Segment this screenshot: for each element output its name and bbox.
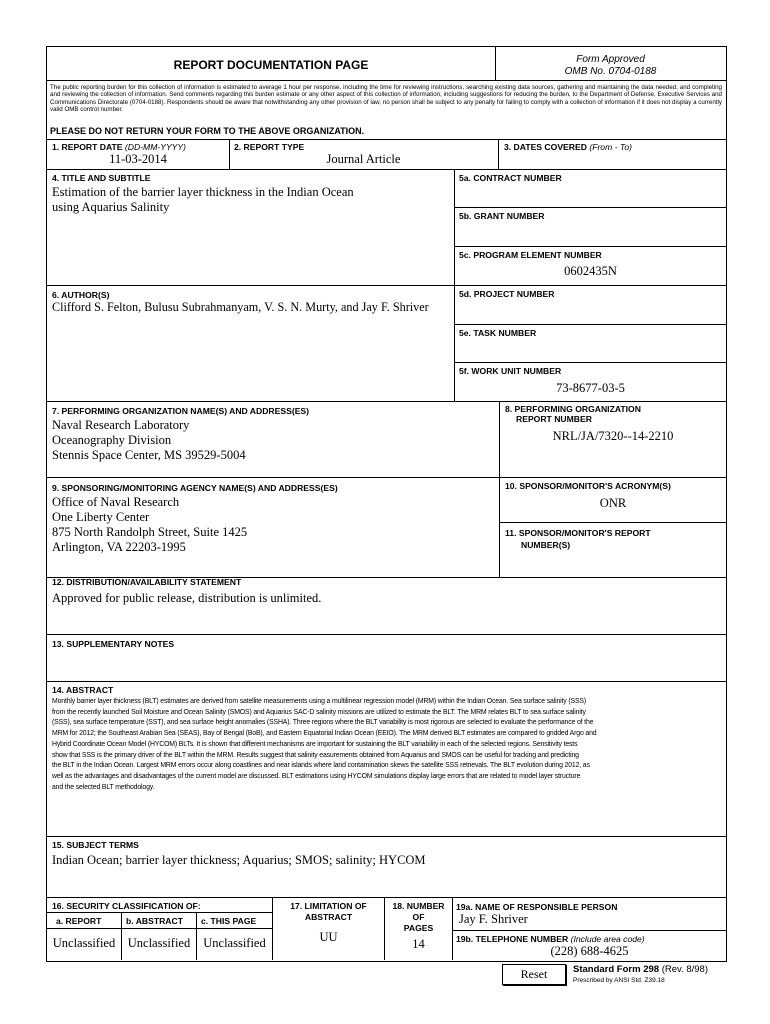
pages-label: 18. NUMBER xyxy=(392,901,445,911)
limitation-field[interactable]: UU xyxy=(319,930,338,944)
security-page-label: c. THIS PAGE xyxy=(201,916,257,926)
task-number-label: 5e. TASK NUMBER xyxy=(459,328,537,338)
subject-terms-label: 15. SUBJECT TERMS xyxy=(52,840,139,850)
burden-statement: The public reporting burden for this collection of information is estimated to average 1 hour per response, including the time for reviewing instructions, searching existing data sources, gathering and maintaining the data needed, and completing and reviewing the collection of information. Send comments regarding this burden estimate or any other aspect of this collection of information, including suggestions for reducing the burden, to the Department of Defense, Executive Services and Communications Directorate (0704-0188). Respondents should be aware that notwithstanding any other provision of law, no person shall be subject to any penalty for failing to comply with a collection of information if it does not display a currently valid OMB control number. xyxy=(50,84,722,114)
performing-report-label-2: REPORT NUMBER xyxy=(516,414,592,424)
abstract-line: Hybrid Coordinate Ocean Model (HYCOM) BLTs. It is shown that different mechanisms are important for sustaining the BLT variability in each of the selected regions. Sensitivity tests xyxy=(52,740,578,748)
sponsor-acronym-field[interactable]: ONR xyxy=(599,496,627,510)
address-line: Naval Research Laboratory xyxy=(52,418,190,432)
standard-form-name: Standard Form 298 xyxy=(573,964,660,975)
dates-covered-label: 3. DATES COVERED (From - To) xyxy=(504,142,632,152)
page-title: REPORT DOCUMENTATION PAGE xyxy=(173,58,369,72)
address-line: Oceanography Division xyxy=(52,433,172,447)
standard-form-rev: (Rev. 8/98) xyxy=(661,964,708,975)
authors-field[interactable]: Clifford S. Felton, Bulusu Subrahmanyam, V. S. N. Murty, and Jay F. Shriver xyxy=(52,300,429,314)
security-report-field[interactable]: Unclassified xyxy=(52,936,116,950)
header-bottom-rule xyxy=(46,80,726,81)
abstract-line: well as the advantages and disadvantages of the current model are discussed. BLT estimations using HYCOM simulations display large errors that are related to model layer structure xyxy=(52,772,581,780)
authors-label: 6. AUTHOR(S) xyxy=(52,290,110,300)
abstract-line: MRM for 2012; the Southeast Arabian Sea (SEAS), Bay of Bengal (BoB), and Eastern Equatorial Indian Ocean (EEIO). The MRM derived BLT estimates are compared to gridded Argo and xyxy=(52,730,597,738)
performing-report-field[interactable]: NRL/JA/7320--14-2210 xyxy=(552,429,674,443)
project-number-label: 5d. PROJECT NUMBER xyxy=(459,289,555,299)
pages-field[interactable]: 14 xyxy=(412,937,425,951)
security-report-label: a. REPORT xyxy=(56,916,102,926)
prescribed-note: Prescribed by ANSI Std. Z39.18 xyxy=(573,977,665,984)
address-line: One Liberty Center xyxy=(52,510,150,524)
pages-label-3: PAGES xyxy=(403,923,434,933)
subject-terms-field[interactable]: Indian Ocean; barrier layer thickness; Aquarius; SMOS; salinity; HYCOM xyxy=(52,853,426,867)
security-page-field[interactable]: Unclassified xyxy=(203,936,266,950)
work-unit-field[interactable]: 73-8677-03-5 xyxy=(556,381,625,395)
abstract-label: 14. ABSTRACT xyxy=(52,685,114,695)
distribution-label: 12. DISTRIBUTION/AVAILABILITY STATEMENT xyxy=(52,577,242,587)
grant-number-label: 5b. GRANT NUMBER xyxy=(459,211,545,221)
program-element-field[interactable]: 0602435N xyxy=(564,264,617,278)
security-abstract-field[interactable]: Unclassified xyxy=(127,936,191,950)
sponsoring-agency-label: 9. SPONSORING/MONITORING AGENCY NAME(S) AND ADDRESS(ES) xyxy=(52,483,338,493)
sponsor-report-label: 11. SPONSOR/MONITOR'S REPORT xyxy=(505,528,651,538)
program-element-label: 5c. PROGRAM ELEMENT NUMBER xyxy=(459,250,602,260)
responsible-person-label: 19a. NAME OF RESPONSIBLE PERSON xyxy=(456,902,618,912)
form-approved: Form Approved xyxy=(576,54,645,65)
report-type-field[interactable]: Journal Article xyxy=(326,152,401,166)
contract-number-label: 5a. CONTRACT NUMBER xyxy=(459,173,562,183)
performing-org-label: 7. PERFORMING ORGANIZATION NAME(S) AND ADDRESS(ES) xyxy=(52,406,310,416)
sponsoring-agency-field[interactable] xyxy=(52,495,492,555)
security-abstract-label: b. ABSTRACT xyxy=(126,916,183,926)
address-line: 875 North Randolph Street, Suite 1425 xyxy=(52,525,248,539)
pages-label-2: OF xyxy=(412,912,425,922)
address-line: Stennis Space Center, MS 39529-5004 xyxy=(52,448,246,462)
abstract-line: (SSS), sea surface temperature (SST), and sea surface height anomalies (SSHA). Three regions where the BLT variability is most rigorous are selected to evaluate the performance of the xyxy=(52,719,594,727)
distribution-field[interactable]: Approved for public release, distribution is unlimited. xyxy=(52,591,322,605)
report-date-label: 1. REPORT DATE (DD-MM-YYYY) xyxy=(52,142,187,152)
telephone-label: 19b. TELEPHONE NUMBER (Include area code) xyxy=(456,934,645,944)
reset-button-label: Reset xyxy=(520,967,548,981)
standard-form-line xyxy=(573,964,708,975)
supplementary-label: 13. SUPPLEMENTARY NOTES xyxy=(52,639,175,649)
omb-number: OMB No. 0704-0188 xyxy=(564,66,657,77)
abstract-line: from the recently launched Soil Moisture and Ocean Salinity (SMOS) and Aquarius SAC-D salinity missions are utilized to estimate the BLT. The MRM relates BLT to sea surface salinity xyxy=(52,708,586,716)
performing-org-field[interactable] xyxy=(52,418,492,463)
title-label: 4. TITLE AND SUBTITLE xyxy=(52,173,151,183)
work-unit-label: 5f. WORK UNIT NUMBER xyxy=(459,366,562,376)
title-line: using Aquarius Salinity xyxy=(52,200,170,214)
report-type-label: 2. REPORT TYPE xyxy=(234,142,305,152)
telephone-field[interactable]: (228) 688-4625 xyxy=(550,944,629,958)
address-line: Office of Naval Research xyxy=(52,495,180,509)
abstract-line: the BLT in the Indian Ocean. Largest MRM errors occur along coastlines and near islands where land contamination skews the satellite SSS retrievals. The BLT evolution during 2012, as xyxy=(52,762,590,770)
responsible-person-field[interactable]: Jay F. Shriver xyxy=(459,912,528,926)
title-field[interactable] xyxy=(52,185,450,215)
report-date-field[interactable]: 11-03-2014 xyxy=(109,152,167,166)
performing-report-label: 8. PERFORMING ORGANIZATION xyxy=(505,404,641,414)
abstract-line: and the selected BLT methodology. xyxy=(52,783,155,791)
abstract-field[interactable] xyxy=(52,697,722,793)
title-line: Estimation of the barrier layer thickness in the Indian Ocean xyxy=(52,185,354,199)
sponsor-acronym-label: 10. SPONSOR/MONITOR'S ACRONYM(S) xyxy=(505,481,671,491)
return-warning: PLEASE DO NOT RETURN YOUR FORM TO THE ABOVE ORGANIZATION. xyxy=(50,126,365,136)
security-classification-label: 16. SECURITY CLASSIFICATION OF: xyxy=(52,901,201,911)
reset-button[interactable] xyxy=(502,964,566,985)
limitation-label: 17. LIMITATION OF xyxy=(290,901,367,911)
limitation-label-2: ABSTRACT xyxy=(304,912,353,922)
sponsor-report-label-2: NUMBER(S) xyxy=(521,540,571,550)
address-line: Arlington, VA 22203-1995 xyxy=(52,540,186,554)
abstract-line: show that SSS is the primary driver of the BLT within the MRM. Results suggest that salinity easurements obtained from Aquarius and SMOS can be useful for tracking and predicting xyxy=(52,751,579,759)
abstract-line: Monthly barrier layer thickness (BLT) estimates are derived from satellite measurements using a multilinear regression model (MRM) within the Indian Ocean. Sea surface salinity (SSS) xyxy=(52,698,586,705)
